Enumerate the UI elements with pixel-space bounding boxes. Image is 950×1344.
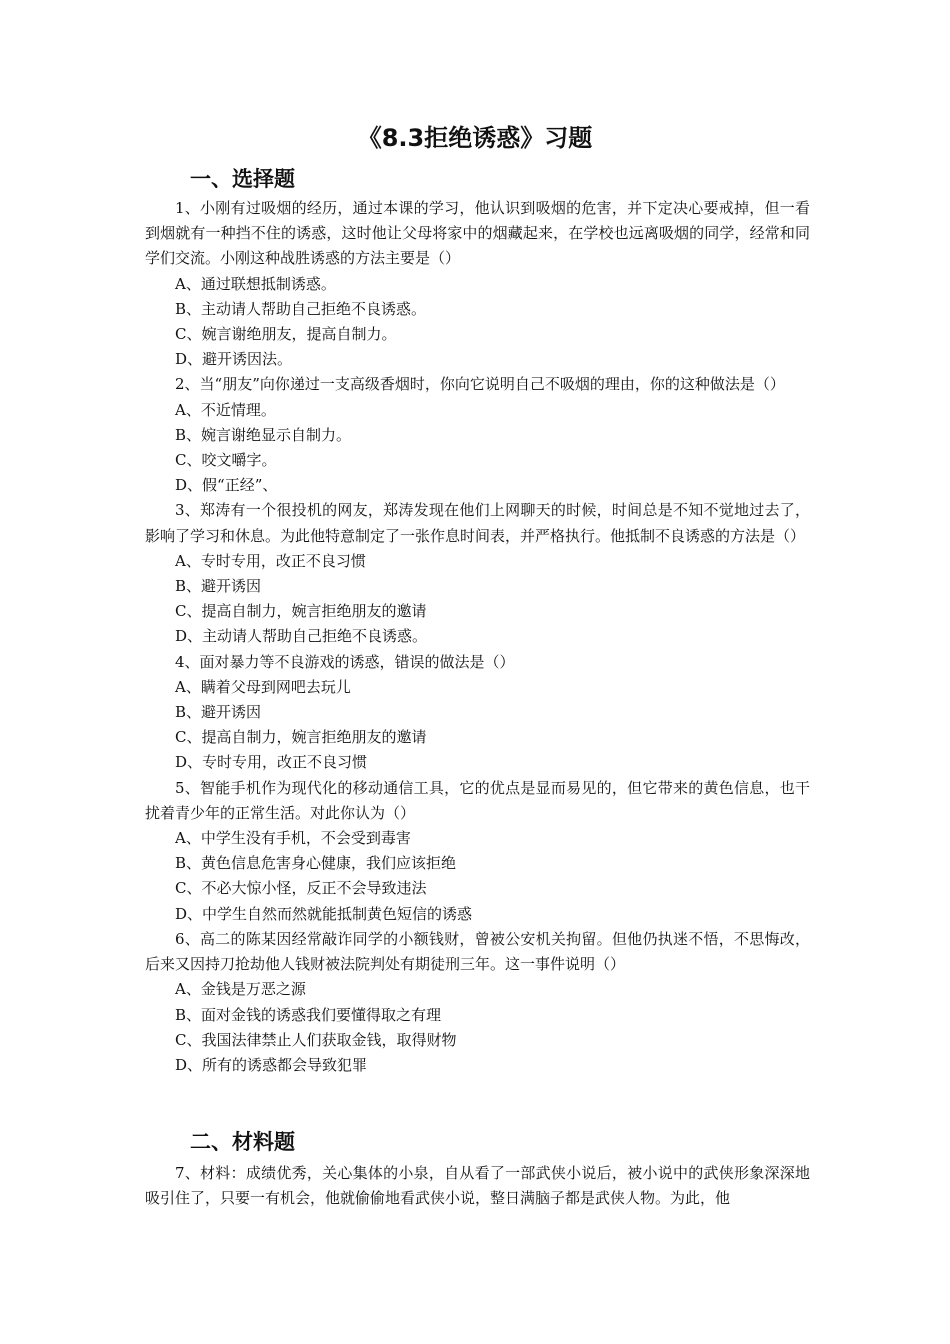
question-option: D、避开诱因法。 bbox=[175, 350, 293, 369]
question-option: B、面对金钱的诱惑我们要懂得取之有理 bbox=[175, 1005, 442, 1024]
question-option: B、黄色信息危害身心健康，我们应该拒绝 bbox=[175, 854, 457, 873]
question-option: C、提高自制力，婉言拒绝朋友的邀请 bbox=[175, 728, 427, 747]
question-option: D、专时专用，改正不良习惯 bbox=[175, 753, 368, 772]
question-option: C、不必大惊小怪，反正不会导致违法 bbox=[175, 879, 427, 898]
question-option: C、婉言谢绝朋友，提高自制力。 bbox=[175, 325, 397, 344]
question-option: B、婉言谢绝显示自制力。 bbox=[175, 425, 352, 444]
section-heading-choice: 一、选择题 bbox=[190, 167, 295, 191]
choice-questions bbox=[145, 196, 810, 1078]
question-option: C、提高自制力，婉言拒绝朋友的邀请 bbox=[175, 602, 427, 621]
question-option: A、瞒着父母到网吧去玩儿 bbox=[175, 677, 351, 696]
question-option: D、中学生自然而然就能抵制黄色短信的诱惑 bbox=[175, 904, 473, 923]
question-option: D、所有的诱惑都会导致犯罪 bbox=[175, 1055, 368, 1074]
question-stem: 3、郑涛有一个很投机的网友，郑涛发现在他们上网聊天的时候，时间总是不知不觉地过去了，影响了学习和休息。为此他特意制定了一张作息时间表，并严格执行。他抵制不良诱惑的方法是（） bbox=[145, 501, 810, 545]
question-option: A、金钱是万恶之源 bbox=[175, 980, 306, 999]
question-option: B、主动请人帮助自己拒绝不良诱惑。 bbox=[175, 299, 427, 318]
question-option: D、主动请人帮助自己拒绝不良诱惑。 bbox=[175, 627, 428, 646]
question-option: B、避开诱因 bbox=[175, 577, 262, 596]
question-option: A、通过联想抵制诱惑。 bbox=[175, 274, 336, 293]
section-heading-material: 二、材料题 bbox=[190, 1130, 295, 1154]
question-option: B、避开诱因 bbox=[175, 703, 262, 722]
document-title: 《8.3拒绝诱惑》习题 bbox=[357, 124, 593, 152]
question-stem: 2、当“朋友”向你递过一支高级香烟时，你向它说明自己不吸烟的理由，你的这种做法是（） bbox=[175, 375, 785, 394]
question-stem: 1、小刚有过吸烟的经历，通过本课的学习，他认识到吸烟的危害，并下定决心要戒掉，但一看到烟就有一种挡不住的诱惑，这时他让父母将家中的烟藏起来，在学校也远离吸烟的同学，经常和同学们交流。小刚这种战胜诱惑的方法主要是（） bbox=[145, 199, 810, 268]
question-option: C、我国法律禁止人们获取金钱，取得财物 bbox=[175, 1030, 457, 1049]
question-option: D、假“正经”、 bbox=[175, 476, 278, 495]
question-stem: 6、高二的陈某因经常敲诈同学的小额钱财，曾被公安机关拘留。但他仍执迷不悟，不思悔改，后来又因持刀抢劫他人钱财被法院判处有期徒刑三年。这一事件说明（） bbox=[145, 929, 810, 974]
question-option: A、专时专用，改正不良习惯 bbox=[175, 551, 366, 570]
question-stem: 4、面对暴力等不良游戏的诱惑，错误的做法是（） bbox=[175, 652, 515, 671]
material-text: 7、材料：成绩优秀，关心集体的小泉，自从看了一部武侠小说后，被小说中的武侠形象深深地吸引住了，只要一有机会，他就偷偷地看武侠小说，整日满脑子都是武侠人物。为此，他 bbox=[145, 1164, 810, 1208]
question-option: A、不近情理。 bbox=[175, 400, 276, 419]
question-option: A、中学生没有手机，不会受到毒害 bbox=[175, 829, 411, 848]
question-stem: 5、智能手机作为现代化的移动通信工具，它的优点是显而易见的，但它带来的黄色信息，也干扰着青少年的正常生活。对此你认为（） bbox=[145, 778, 810, 822]
material-question bbox=[145, 1161, 810, 1211]
question-option: C、咬文嚼字。 bbox=[175, 451, 277, 470]
